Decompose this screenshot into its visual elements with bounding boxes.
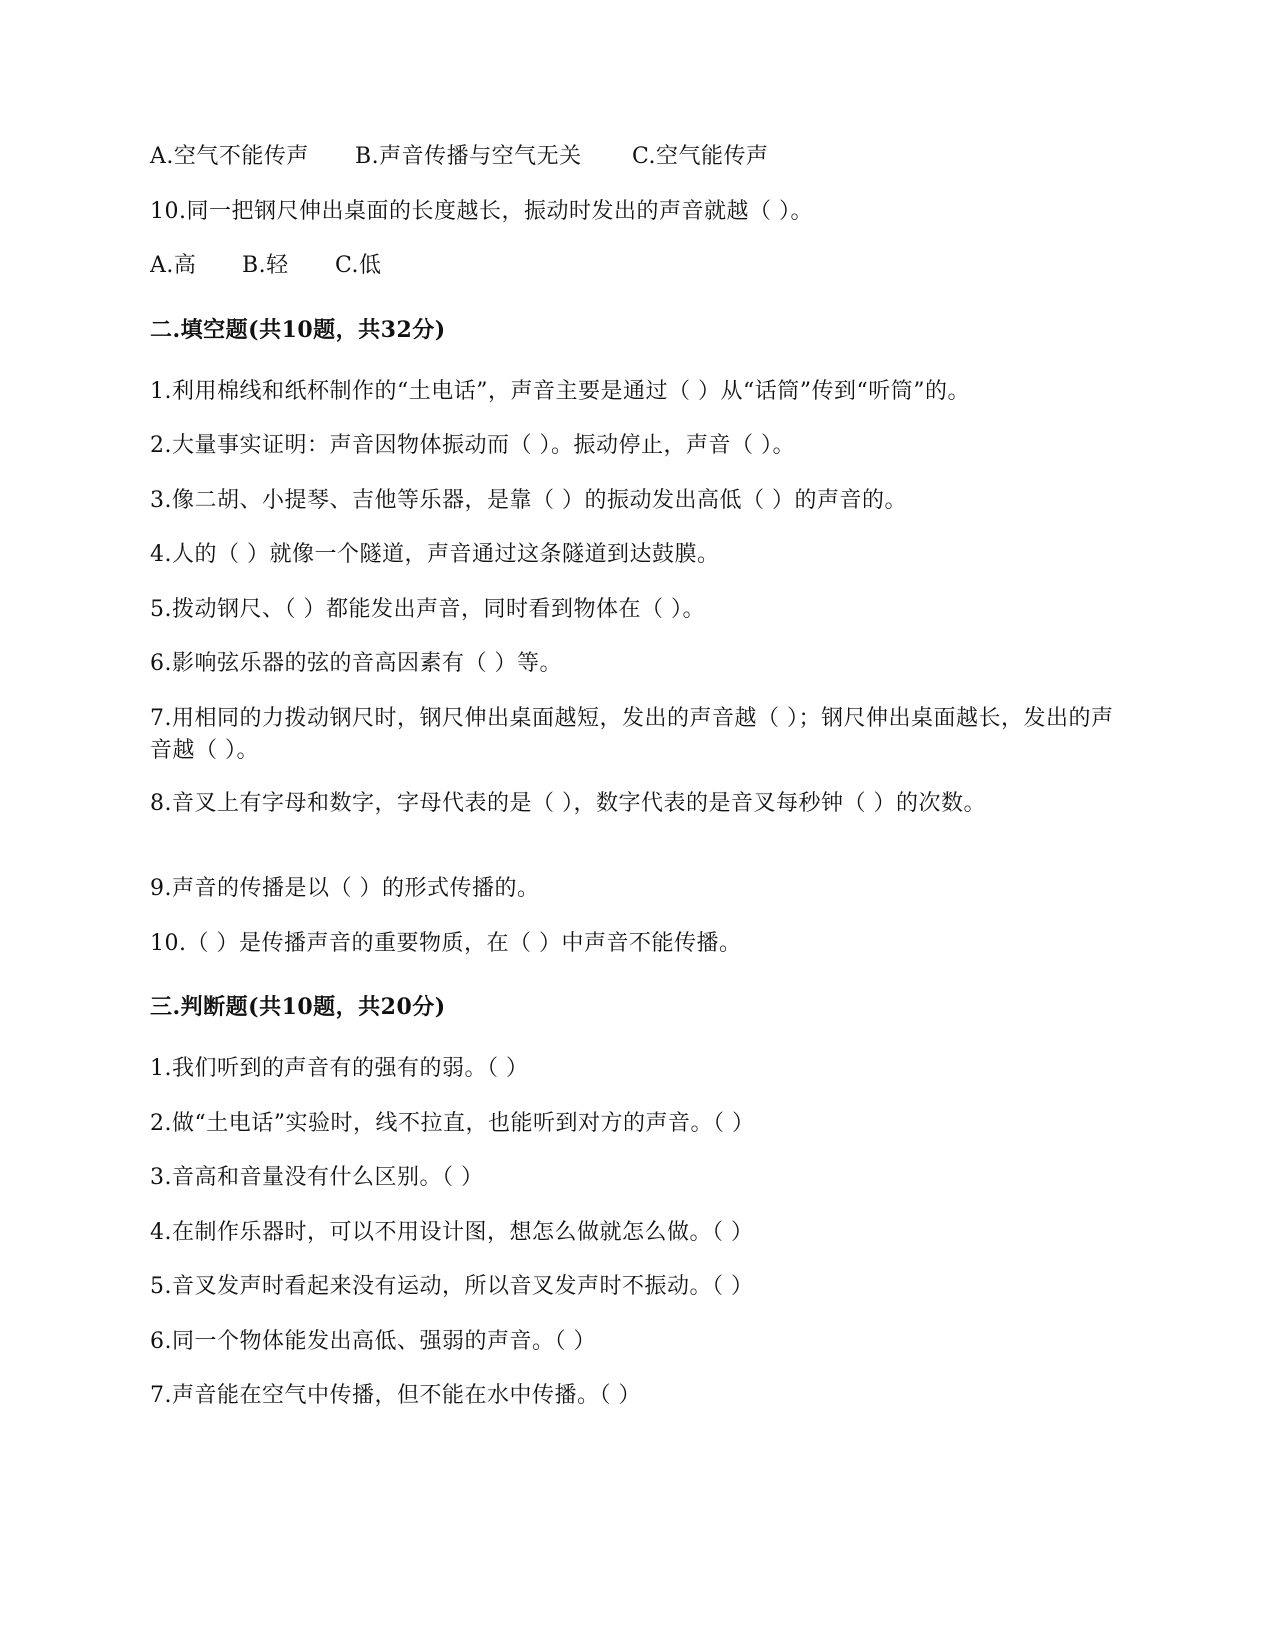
- q9-option-a: A.空气不能传声: [150, 144, 309, 169]
- fill-question-7: 7.用相同的力拨动钢尺时，钢尺伸出桌面越短，发出的声音越（ ）；钢尺伸出桌面越长，发出的声音越（ ）。: [150, 706, 1114, 763]
- section2-heading: 二.填空题(共10题，共32分): [150, 317, 446, 343]
- section3-heading: 三.判断题(共10题，共20分): [150, 994, 446, 1020]
- fill-question-4: 4.人的（ ）就像一个隧道，声音通过这条隧道到达鼓膜。: [150, 542, 720, 567]
- q9-option-b: B.声音传播与空气无关: [355, 144, 582, 169]
- q10-option-b: B.轻: [242, 253, 289, 278]
- fill-question-3: 3.像二胡、小提琴、吉他等乐器，是靠（ ）的振动发出高低（ ）的声音的。: [150, 488, 907, 513]
- fill-question-5: 5.拨动钢尺、（ ）都能发出声音，同时看到物体在（ ）。: [150, 597, 705, 622]
- fill-question-10: 10.（ ）是传播声音的重要物质，在（ ）中声音不能传播。: [150, 931, 742, 956]
- q10-options: [150, 250, 382, 282]
- q10-option-a: A.高: [150, 253, 197, 278]
- fill-question-9: 9.声音的传播是以（ ）的形式传播的。: [150, 876, 540, 901]
- fill-question-1: 1.利用棉线和纸杯制作的“土电话”，声音主要是通过（ ）从“话筒”传到“听筒”的。: [150, 379, 970, 404]
- judge-question-7: 7.声音能在空气中传播，但不能在水中传播。（ ）: [150, 1383, 641, 1408]
- judge-question-4: 4.在制作乐器时，可以不用设计图，想怎么做就怎么做。（ ）: [150, 1220, 754, 1245]
- judge-question-1: 1.我们听到的声音有的强有的弱。（ ）: [150, 1056, 529, 1081]
- judge-question-2: 2.做“土电话”实验时，线不拉直，也能听到对方的声音。（ ）: [150, 1111, 755, 1136]
- q9-option-c: C.空气能传声: [632, 144, 769, 169]
- fill-question-8: 8.音叉上有字母和数字，字母代表的是（ ），数字代表的是音叉每秒钟（ ）的次数。: [150, 791, 986, 816]
- judge-question-6: 6.同一个物体能发出高低、强弱的声音。（ ）: [150, 1329, 596, 1354]
- q10-option-c: C.低: [335, 253, 382, 278]
- judge-question-5: 5.音叉发声时看起来没有运动，所以音叉发声时不振动。（ ）: [150, 1274, 754, 1299]
- fill-question-2: 2.大量事实证明：声音因物体振动而（ ）。振动停止，声音（ ）。: [150, 433, 795, 458]
- judge-question-3: 3.音高和音量没有什么区别。（ ）: [150, 1165, 484, 1190]
- fill-question-6: 6.影响弦乐器的弦的音高因素有（ ）等。: [150, 651, 562, 676]
- q10-text: 10.同一把钢尺伸出桌面的长度越长，振动时发出的声音就越（ ）。: [150, 199, 813, 224]
- q9-options: [150, 141, 769, 173]
